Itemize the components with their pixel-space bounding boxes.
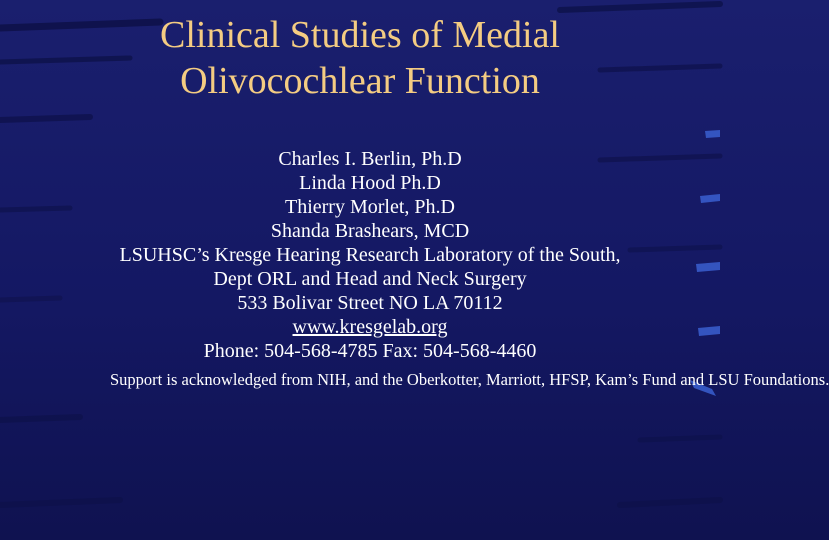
title-line-2: Olivocochlear Function [180, 60, 540, 102]
author-1: Charles I. Berlin, Ph.D [278, 148, 462, 170]
author-4: Shanda Brashears, MCD [270, 220, 470, 242]
title-line-1: Clinical Studies of Medial [159, 14, 560, 56]
author-3: Thierry Morlet, Ph.D [285, 196, 455, 218]
institution: LSUHSC’s Kresge Hearing Research Laboratory of the South, Dept ORL and Head and Neck Surgery [119, 244, 621, 290]
phone-fax: Phone: 504-568-4785 Fax: 504-568-4460 [203, 340, 537, 362]
website-link[interactable]: www.kresgelab.org [292, 316, 448, 338]
slide-title [0, 12, 720, 104]
author-2: Linda Hood Ph.D [299, 172, 441, 194]
address: 533 Bolivar Street NO LA 70112 [237, 292, 503, 314]
slide-body [110, 147, 829, 390]
acknowledgement: Support is acknowledged from NIH, and the Oberkotter, Marriott, HFSP, Kam’s Fund and LSU Foundations. [110, 370, 829, 389]
